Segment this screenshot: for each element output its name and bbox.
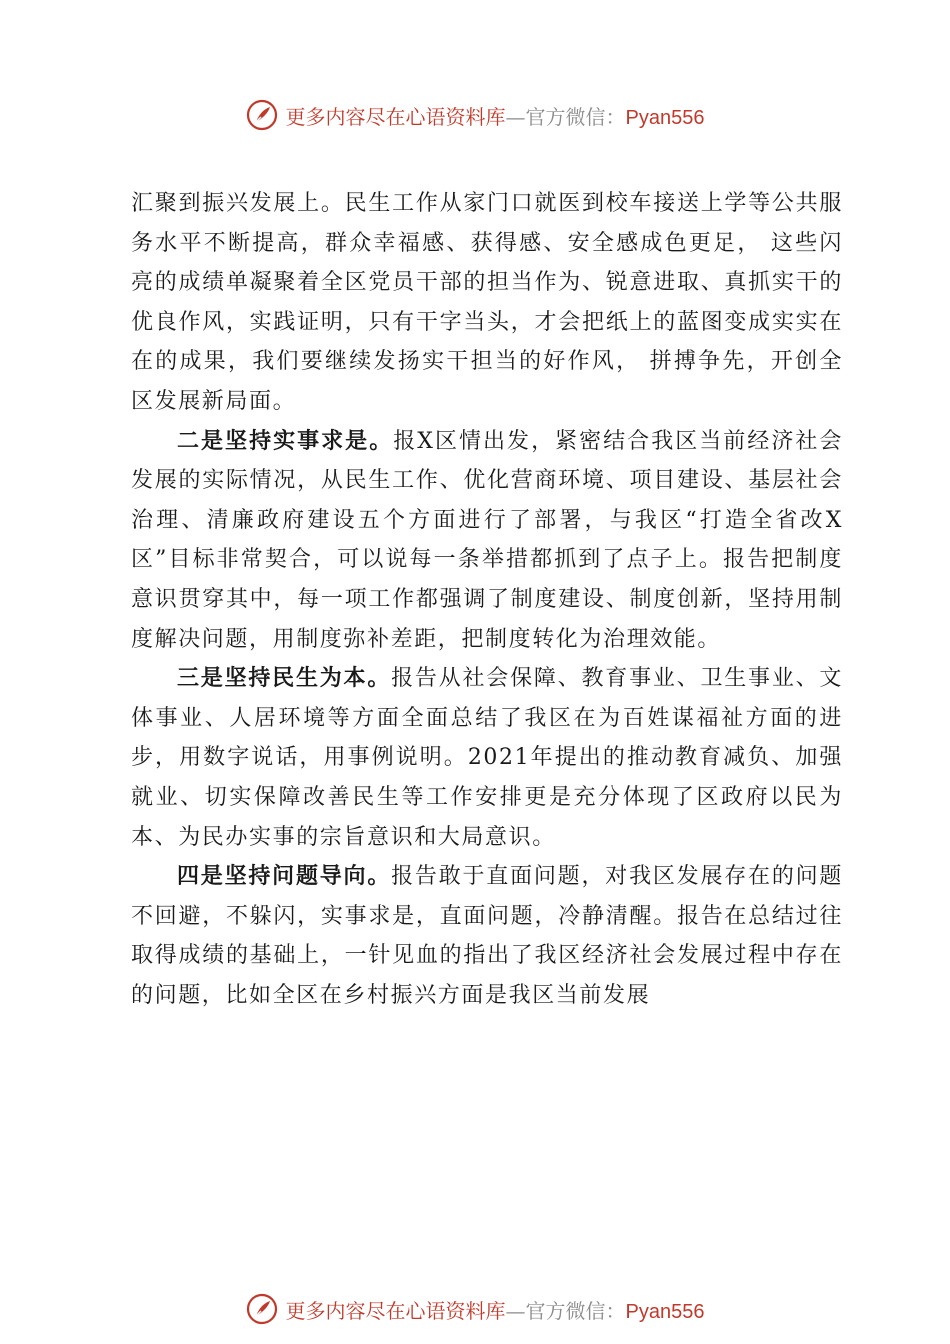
paragraph-point-two xyxy=(131,422,843,660)
paragraph-continuation: 汇聚到振兴发展上。民生工作从家门口就医到校车接送上学等公共服务水平不断提高，群众幸福感、获得感、安全感成色更足， 这些闪亮的成绩单凝聚着全区党员干部的担当作为、锐意进取、真抓实干的优良作风，实践证明，只有干字当头，才会把纸上的蓝图变成实实在在的成果，我们要继续发扬实干担当的好作风， 拼搏争先，开创全区发展新局面。 xyxy=(131,191,843,414)
header-wechat-label: 官方微信： xyxy=(525,104,626,129)
header-dash: — xyxy=(505,104,526,129)
footer-wechat-label: 官方微信： xyxy=(525,1298,626,1323)
point-four-text: 报告敢于直面问题，对我区发展存在的问题不回避，不躲闪，实事求是，直面问题，冷静清醒。报告在总结过往取得成绩的基础上，一针见血的指出了我区经济社会发展过程中存在的问题，比如全区在乡村振兴方面是我区当前发展 xyxy=(131,864,844,1008)
quill-logo-icon xyxy=(246,99,278,131)
point-three-heading: 三是坚持民生为本。 xyxy=(177,665,392,692)
point-three-text: 报告从社会保障、教育事业、卫生事业、文体事业、人居环境等方面全面总结了我区在为百姓谋福祉方面的进步，用数字说话，用事例说明。2021年提出的推动教育减负、加强就业、切实保障改善民生等工作安排更是充分体现了区政府以民为本、为民办实事的宗旨意识和大局意识。 xyxy=(131,666,844,850)
footer-wechat-id: Pyan556 xyxy=(625,1300,705,1323)
header-brand: 更多内容尽在心语资料库 xyxy=(285,104,506,129)
header-banner xyxy=(0,95,950,135)
point-four-heading: 四是坚持问题导向。 xyxy=(177,863,392,890)
point-two-heading: 二是坚持实事求是。 xyxy=(177,427,394,454)
footer-text xyxy=(286,1295,705,1324)
point-two-text: 报X区情出发，紧密结合我区当前经济社会发展的实际情况，从民生工作、优化营商环境、项目建设、基层社会治理、清廉政府建设五个方面进行了部署，与我区“打造全省改X区”目标非常契合，可以说每一条举措都抓到了点子上。报告把制度意识贯穿其中，每一项工作都强调了制度建设、制度创新，坚持用制度解决问题，用制度弥补差距，把制度转化为治理效能。 xyxy=(131,428,843,652)
quill-logo-icon xyxy=(246,1293,278,1325)
footer-brand: 更多内容尽在心语资料库 xyxy=(285,1298,506,1323)
paragraph-point-three xyxy=(131,659,843,857)
header-text xyxy=(286,101,705,130)
paragraph-point-four xyxy=(131,857,843,1015)
header-wechat-id: Pyan556 xyxy=(625,106,705,129)
document-body xyxy=(131,184,843,1015)
footer-dash: — xyxy=(505,1298,526,1323)
footer-banner xyxy=(0,1289,950,1329)
